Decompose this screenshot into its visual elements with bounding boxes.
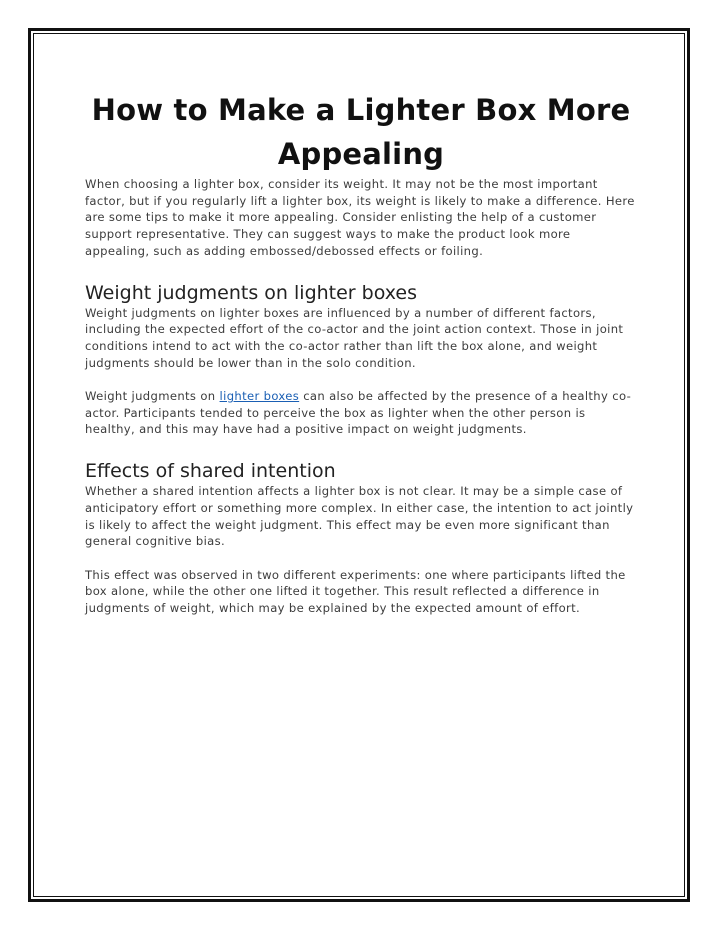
- intro-paragraph: When choosing a lighter box, consider its weight. It may not be the most important factor, but if you regularly lift a lighter box, its weight is likely to make a difference. Here are some tips to make it more appealing. Consider enlisting the help of a customer support representative. They can suggest ways to make the product look more appealing, such as adding embossed/debossed effects or foiling.: [85, 177, 635, 258]
- section1-paragraph-2-lead: Weight judgments on: [85, 389, 220, 404]
- document-body: [85, 88, 637, 617]
- section-heading-weight-judgments: Weight judgments on lighter boxes: [85, 281, 418, 304]
- section-heading-shared-intention: Effects of shared intention: [85, 460, 336, 483]
- section2-paragraph-1: Whether a shared intention affects a lighter box is not clear. It may be a simple case of anticipatory effort or something more complex. In either case, the intention to act jointly is likely to affect the weight judgment. This effect may be even more significant than general cognitive bias.: [85, 484, 634, 549]
- paragraph-gap: [85, 371, 637, 388]
- section1-paragraph-2-tail: can also be affected by the presence of a healthy co-actor. Participants tended to perceive the box as lighter when the other person is healthy, and this may have had a positive impact on weight judgments.: [85, 389, 632, 437]
- lighter-boxes-link[interactable]: lighter boxes: [219, 389, 300, 404]
- section2-paragraph-2: This effect was observed in two different experiments: one where participants lifted the box alone, while the other one lifted it together. This result reflected a difference in judgments of weight, which may be explained by the expected amount of effort.: [85, 567, 626, 616]
- page-title: How to Make a Lighter Box More Appealing: [91, 93, 631, 171]
- paragraph-gap: [85, 550, 637, 567]
- section1-paragraph-1: Weight judgments on lighter boxes are influenced by a number of different factors, including the expected effort of the co-actor and the joint action context. Those in joint conditions intend to act with the co-actor rather than lift the box alone, and weight judgments should be lower than in the solo condition.: [85, 305, 624, 370]
- section1-paragraph-2: [85, 388, 637, 438]
